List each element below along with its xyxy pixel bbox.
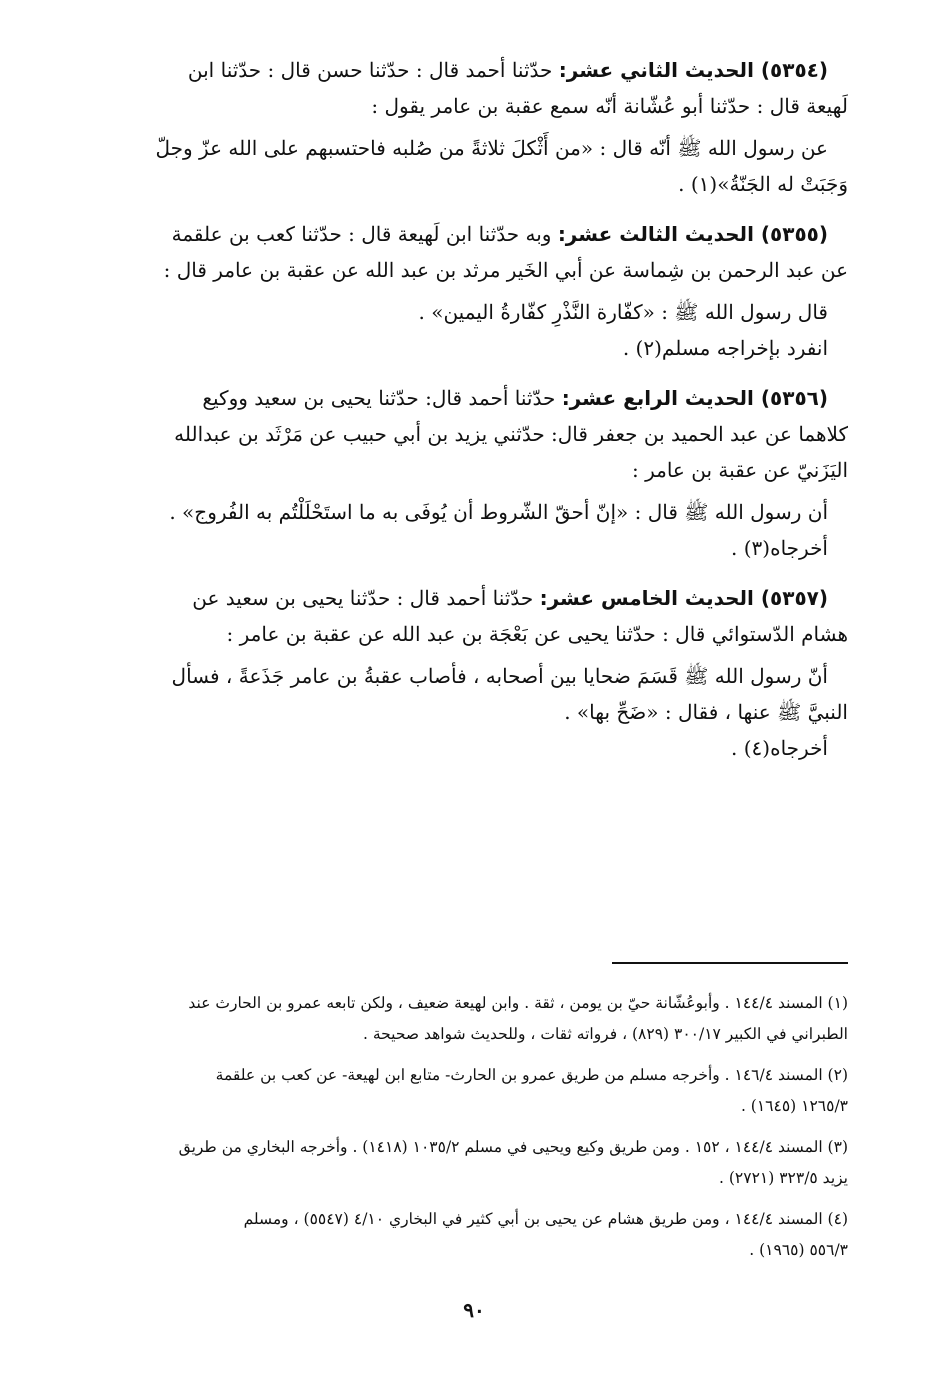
footnote-line: الطبراني في الكبير ٣٠٠/١٧ (٨٢٩) ، فرواته ثقات ، وللحديث شواهد صحيحة . [363, 1025, 848, 1043]
takhrij-line: أخرجاه(٣) . [731, 536, 828, 560]
hadith-heading: (٥٣٥٦) الحديث الرابع عشر: [561, 386, 828, 410]
isnad-line: عن عبد الرحمن بن شِماسة عن أبي الخَير مرثد بن عبد الله عن عقبة بن عامر قال : [163, 258, 848, 282]
isnad-line: لَهيعة قال : حدّثنا أبو عُشّانة أنّه سمع عقبة بن عامر يقول : [371, 94, 848, 118]
hadith-heading: (٥٣٥٤) الحديث الثاني عشر: [558, 58, 828, 82]
footnote-line: (٤) المسند ١٤٤/٤ ، ومن طريق هشام عن يحيى بن أبي كثير في البخاري ٤/١٠ (٥٥٤٧) ، ومسلم [243, 1210, 848, 1228]
hadith-first-line [78, 52, 848, 88]
hadith-heading: (٥٣٥٥) الحديث الثالث عشر: [557, 222, 828, 246]
isnad-text: حدّثنا أحمد قال: حدّثنا يحيى بن سعيد ووكيع [202, 386, 556, 410]
page-number: ٩٠ [463, 1298, 485, 1322]
hadith-5357 [78, 580, 848, 766]
footnote-4 [80, 1204, 848, 1266]
isnad-line: كلاهما عن عبد الحميد بن جعفر قال: حدّثني يزيد بن أبي حبيب عن مَرْثَد بن عبدالله [174, 422, 848, 446]
footnote-line: (١) المسند ١٤٤/٤ . وأبوعُشّانة حيّ بن يومن ، ثقة . وابن لهيعة ضعيف ، ولكن تابعه عمرو بن الحارث عند [188, 994, 848, 1012]
main-text [78, 52, 848, 780]
footnote-line: ١٢٦٥/٣ (١٦٤٥) . [740, 1097, 848, 1115]
footnote-3 [80, 1132, 848, 1194]
isnad-text: وبه حدّثنا ابن لَهيعة قال : حدّثنا كعب بن علقمة [171, 222, 552, 246]
hadith-first-line [78, 380, 848, 416]
footnote-2 [80, 1060, 848, 1122]
hadith-5356 [78, 380, 848, 566]
isnad-line: هشام الدّستوائي قال : حدّثنا يحيى عن بَعْجَة بن عبد الله عن عقبة بن عامر : [226, 622, 848, 646]
isnad-text: حدّثنا أحمد قال : حدّثنا يحيى بن سعيد عن [192, 586, 534, 610]
matn-line: قال رسول الله ﷺ : «كفّارة النَّذْرِ كفّارةُ اليمين» . [418, 300, 828, 324]
hadith-5355 [78, 216, 848, 366]
matn-line: أن رسول الله ﷺ قال : «إنّ أحقّ الشّروط أن يُوفَى به ما استَحْلَلْتُم به الفُروج» . [169, 500, 828, 524]
footnotes [80, 988, 848, 1276]
takhrij-line: انفرد بإخراجه مسلم(٢) . [622, 336, 828, 360]
takhrij-line: أخرجاه(٤) . [731, 736, 828, 760]
hadith-heading: (٥٣٥٧) الحديث الخامس عشر: [539, 586, 828, 610]
isnad-line: اليَزَنيّ عن عقبة بن عامر : [631, 458, 848, 482]
footnote-1 [80, 988, 848, 1050]
matn-line: النبيَّ ﷺ عنها ، فقال : «ضَحِّ بها» . [564, 700, 848, 724]
hadith-5354 [78, 52, 848, 202]
hadith-first-line [78, 216, 848, 252]
footnote-divider [612, 962, 848, 964]
footnote-line: ٥٥٦/٣ (١٩٦٥) . [749, 1241, 848, 1259]
footnote-line: (٣) المسند ١٤٤/٤ ، ١٥٢ . ومن طريق وكيع ويحيى في مسلم ١٠٣٥/٢ (١٤١٨) . وأخرجه البخاري من طريق [178, 1138, 848, 1156]
hadith-first-line [78, 580, 848, 616]
matn-line: وَجَبَتْ له الجَنّةُ»(١) . [678, 172, 848, 196]
footnote-line: يزيد ٣٢٣/٥ (٢٧٢١) . [719, 1169, 848, 1187]
matn-line: عن رسول الله ﷺ أنّه قال : «من أَثْكلَ ثلاثةً من صُلبه فاحتسبهم على الله عزّ وجلّ [155, 136, 828, 160]
matn-line: أنّ رسول الله ﷺ قَسَمَ ضحايا بين أصحابه ، فأصاب عقبةُ بن عامر جَذَعةً ، فسأل [171, 664, 828, 688]
footnote-line: (٢) المسند ١٤٦/٤ . وأخرجه مسلم من طريق عمرو بن الحارث- متابع ابن لهيعة- عن كعب بن علقمة [215, 1066, 848, 1084]
isnad-text: حدّثنا أحمد قال : حدّثنا حسن قال : حدّثنا ابن [187, 58, 553, 82]
